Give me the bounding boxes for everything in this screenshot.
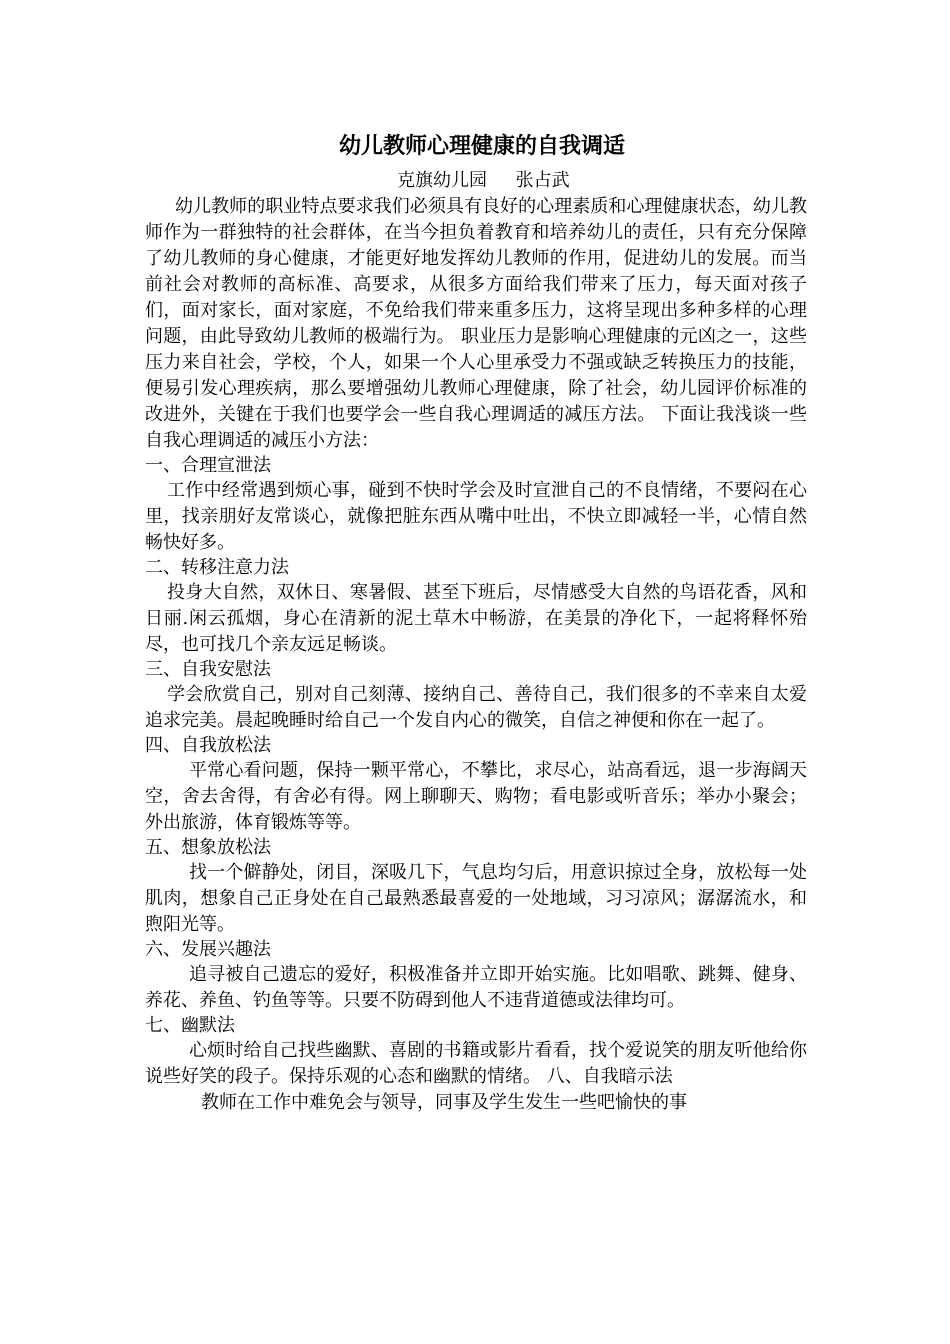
document-page	[145, 130, 807, 1116]
section-text-4: 平常心看问题，保持一颗平常心，不攀比，求尽心，站高看远，退一步海阔天空，舍去舍得，有舍必有得。网上聊聊天、购物；看电影或听音乐；举办小聚会；外出旅游，体育锻炼等等。	[145, 760, 807, 833]
section-text-2: 投身大自然，双休日、寒暑假、甚至下班后，尽情感受大自然的鸟语花香，风和日丽.闲云孤烟，身心在清新的泥土草木中畅游，在美景的净化下，一起将释怀殆尽，也可找几个亲友远足畅谈。	[145, 582, 807, 655]
section-heading-2: 二、转移注意力法	[145, 557, 289, 578]
section-heading-3: 三、自我安慰法	[145, 659, 271, 680]
section-heading-4: 四、自我放松法	[145, 735, 271, 756]
section-text-3: 学会欣赏自己，别对自己刻薄、接纳自己、善待自己，我们很多的不幸来自太爱追求完美。晨起晚睡时给自己一个发自内心的微笑，自信之神便和你在一起了。	[145, 684, 807, 731]
section-heading-7: 七、幽默法	[145, 1015, 235, 1036]
intro-paragraph: 幼儿教师的职业特点要求我们必须具有良好的心理素质和心理健康状态，幼儿教师作为一群独特的社会群体，在当今担负着教育和培养幼儿的责任，只有充分保障了幼儿教师的身心健康，才能更好地发挥幼儿教师的作用，促进幼儿的发展。而当前社会对教师的高标准、高要求，从很多方面给我们带来了压力，每天面对孩子们，面对家长，面对家庭，不免给我们带来重多压力，这将呈现出多种多样的心理问题，由此导致幼儿教师的极端行为。 职业压力是影响心理健康的元凶之一，这些压力来自社会，学校，个人，如果一个人心里承受力不强或缺乏转换压力的技能，便易引发心理疾病，那么要增强幼儿教师心理健康，除了社会，幼儿园评价标准的改进外，关键在于我们也要学会一些自我心理调适的减压方法。 下面让我浅谈一些自我心理调适的减压小方法：	[145, 196, 807, 451]
section-text-6: 追寻被自己遗忘的爱好，积极准备并立即开始实施。比如唱歌、跳舞、健身、养花、养鱼、钓鱼等等。只要不防碍到他人不违背道德或法律均可。	[145, 964, 807, 1011]
section-heading-1: 一、合理宣泄法	[145, 455, 271, 476]
section-heading-5: 五、想象放松法	[145, 837, 271, 858]
section-text-5: 找一个僻静处，闭目，深吸几下，气息均匀后，用意识掠过全身，放松每一处肌肉，想象自己正身处在自己最熟悉最喜爱的一处地域，习习凉风；潺潺流水，和煦阳光等。	[145, 862, 807, 935]
section-text-7: 心烦时给自己找些幽默、喜剧的书籍或影片看看，找个爱说笑的朋友听他给你说些好笑的段子。保持乐观的心态和幽默的情绪。 八、自我暗示法	[145, 1040, 807, 1087]
section-heading-6: 六、发展兴趣法	[145, 939, 271, 960]
document-title: 幼儿教师心理健康的自我调适	[338, 134, 625, 159]
final-paragraph: 教师在工作中难免会与领导，同事及学生发生一些吧愉快的事	[201, 1092, 687, 1113]
author-line: 克旗幼儿园 张占武	[397, 170, 570, 191]
section-text-1: 工作中经常遇到烦心事，碰到不快时学会及时宣泄自己的不良情绪，不要闷在心里，找亲朋好友常谈心，就像把脏东西从嘴中吐出，不快立即减轻一半，心情自然畅快好多。	[145, 480, 807, 553]
